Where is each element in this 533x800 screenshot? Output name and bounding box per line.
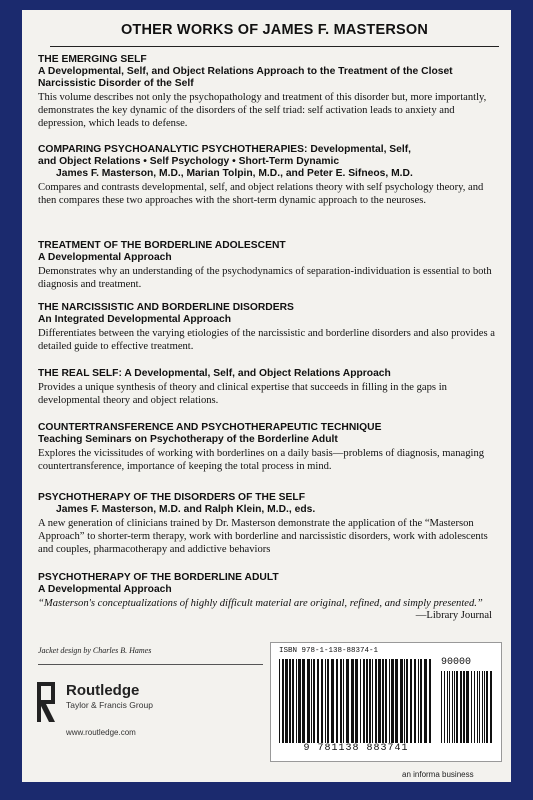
book-subtitle: A Developmental Approach — [38, 584, 172, 595]
barcode — [270, 642, 502, 762]
book-title: PSYCHOTHERAPY OF THE DISORDERS OF THE SELF — [38, 492, 305, 503]
isbn-label: ISBN 978-1-138-88374-1 — [279, 647, 379, 655]
book-subtitle: Teaching Seminars on Psychotherapy of the Borderline Adult — [38, 434, 338, 445]
barcode-number: 9 781138 883741 — [303, 743, 409, 754]
book-entry-8 — [38, 572, 498, 622]
book-title: COUNTERTRANSFERENCE AND PSYCHOTHERAPEUTIC TECHNIQUE — [38, 422, 382, 433]
book-description: Demonstrates why an understanding of the psychodynamics of separation-individuation is essential to both diagnosis and treatment. — [38, 266, 492, 290]
price-code: 90000 — [441, 657, 472, 668]
barcode-addon-bars — [441, 671, 493, 743]
book-authors: James F. Masterson, M.D., Marian Tolpin, M.D., and Peter E. Sifneos, M.D. — [56, 168, 413, 179]
book-subtitle: A Developmental Approach — [38, 252, 172, 263]
book-description: Differentiates between the varying etiologies of the narcissistic and borderline disorders and also provides a detailed guide to effective treatment. — [38, 328, 495, 352]
book-title: THE REAL SELF: A Developmental, Self, and Object Relations Approach — [38, 368, 391, 379]
publisher-brand — [66, 682, 153, 711]
book-subtitle: and Object Relations • Self Psychology • Short-Term Dynamic — [38, 156, 340, 167]
publisher-url[interactable]: www.routledge.com — [66, 728, 136, 737]
divider — [38, 664, 263, 665]
book-subtitle: An Integrated Developmental Approach — [38, 314, 232, 325]
book-title: THE NARCISSISTIC AND BORDERLINE DISORDERS — [38, 302, 294, 313]
publisher-group: Taylor & Francis Group — [66, 700, 153, 710]
book-entry-7 — [38, 492, 498, 556]
book-title: TREATMENT OF THE BORDERLINE ADOLESCENT — [38, 240, 286, 251]
page-title: OTHER WORKS OF JAMES F. MASTERSON — [50, 18, 499, 47]
publisher-name: Routledge — [66, 682, 140, 699]
book-entry-6 — [38, 422, 498, 473]
book-authors: James F. Masterson, M.D. and Ralph Klein, M.D., eds. — [56, 504, 316, 515]
book-title: COMPARING PSYCHOANALYTIC PSYCHOTHERAPIES: Developmental, Self, — [38, 144, 412, 155]
barcode-bars — [279, 659, 433, 743]
book-title: THE EMERGING SELF — [38, 54, 147, 65]
book-entry-4 — [38, 302, 498, 353]
book-quote: “Masterson's conceptualizations of highly difficult material are original, refined, and simply presented.” — [38, 598, 483, 609]
informa-tagline: an informa business — [402, 770, 474, 779]
book-entry-3 — [38, 240, 498, 291]
book-description: Compares and contrasts developmental, self, and object relations theory with self psychology theory, and then compares these two approaches with the short-term dynamic approach to the neuroses. — [38, 182, 484, 206]
back-cover-panel — [22, 10, 511, 782]
quote-source: —Library Journal — [415, 610, 492, 621]
book-entry-5 — [38, 368, 498, 407]
book-description: A new generation of clinicians trained by Dr. Masterson demonstrate the application of the “Masterson Approach” to shorter-term therapy, work with borderline and narcissistic disorders, work with adolescents and couples, pharmacotherapy and addictive behaviors — [38, 518, 488, 555]
jacket-credit: Jacket design by Charles B. Hames — [38, 646, 152, 655]
book-description: Explores the vicissitudes of working with borderlines on a daily basis—problems of diagnosis, managing countertransference, importance of keeping the total process in mind. — [38, 448, 485, 472]
book-entry-2 — [38, 144, 498, 207]
book-entry-1 — [38, 54, 498, 130]
book-title: PSYCHOTHERAPY OF THE BORDERLINE ADULT — [38, 572, 279, 583]
book-description: This volume describes not only the psychopathology and treatment of this disorder but, more importantly, demonstrates the key dynamic of the disorders of the self triad: self activation leads to anxiety and depression, which leads to defense. — [38, 92, 487, 129]
book-description: Provides a unique synthesis of theory and clinical expertise that succeeds in filling in the gaps in developmental theory and object relations. — [38, 382, 447, 406]
routledge-logo-icon — [34, 678, 58, 726]
book-subtitle: A Developmental, Self, and Object Relations Approach to the Treatment of the Closet Narcissistic Disorder of the Self — [38, 66, 453, 89]
